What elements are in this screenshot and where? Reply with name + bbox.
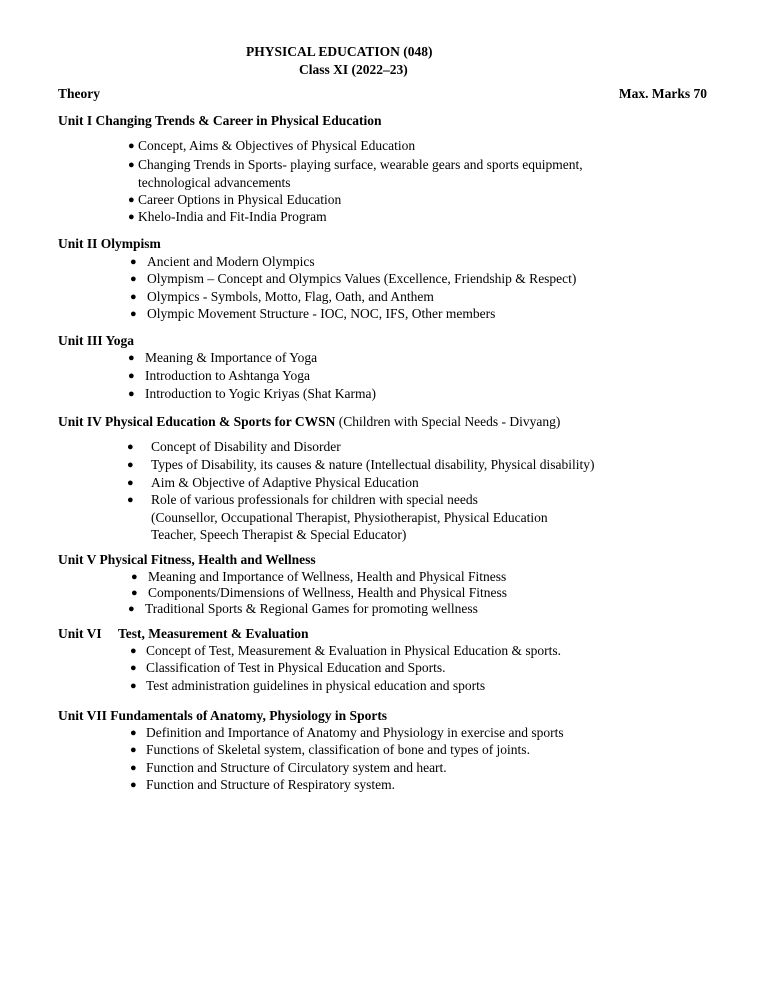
unit-heading-title: Unit IV Physical Education & Sports for CWSN <box>58 414 336 429</box>
list-item: Definition and Importance of Anatomy and Physiology in exercise and sports <box>146 725 564 740</box>
list-item: Classification of Test in Physical Education and Sports. <box>146 660 446 675</box>
bullet-icon: ● <box>130 744 137 756</box>
unit-heading-label: Unit VI <box>58 626 102 641</box>
list-item: Aim & Objective of Adaptive Physical Education <box>151 475 419 490</box>
unit-heading: Unit VII Fundamentals of Anatomy, Physiology in Sports <box>58 708 388 723</box>
unit-heading: Unit V Physical Fitness, Health and Wellness <box>58 552 316 567</box>
list-item: Olympics - Symbols, Motto, Flag, Oath, and Anthem <box>147 289 434 304</box>
list-item: Meaning & Importance of Yoga <box>145 350 318 365</box>
bullet-icon: ● <box>130 680 137 692</box>
bullet-icon: ● <box>131 587 138 599</box>
bullet-icon: ● <box>130 645 137 657</box>
document-title: PHYSICAL EDUCATION (048) <box>246 44 433 59</box>
bullet-icon: ● <box>128 159 135 171</box>
list-item: Meaning and Importance of Wellness, Health and Physical Fitness <box>148 569 507 584</box>
bullet-icon: ● <box>128 352 135 364</box>
unit-heading: Unit III Yoga <box>58 333 135 348</box>
list-item: Functions of Skeletal system, classification of bone and types of joints. <box>146 742 530 757</box>
list-item: Types of Disability, its causes & nature (Intellectual disability, Physical disability) <box>151 457 595 472</box>
list-item: Changing Trends in Sports- playing surface, wearable gears and sports equipment, <box>138 157 583 172</box>
list-item: Role of various professionals for children with special needs <box>151 492 478 507</box>
bullet-icon: ● <box>130 779 137 791</box>
max-marks: Max. Marks 70 <box>618 86 707 101</box>
list-item: Concept of Test, Measurement & Evaluation in Physical Education & sports. <box>146 643 561 658</box>
list-item: Function and Structure of Circulatory system and heart. <box>146 760 447 775</box>
bullet-icon: ● <box>131 571 138 583</box>
list-item-continuation: (Counsellor, Occupational Therapist, Physiotherapist, Physical Education <box>151 510 548 525</box>
bullet-icon: ● <box>128 140 135 152</box>
bullet-icon: ● <box>128 194 135 206</box>
bullet-icon: ● <box>130 273 137 285</box>
list-item: Function and Structure of Respiratory system. <box>146 777 395 792</box>
list-item: Olympism – Concept and Olympics Values (Excellence, Friendship & Respect) <box>147 271 577 286</box>
bullet-icon: ● <box>127 477 134 489</box>
section-label: Theory <box>58 86 100 101</box>
unit-heading-suffix: (Children with Special Needs - Divyang) <box>338 414 561 429</box>
unit-heading: Unit II Olympism <box>58 236 161 251</box>
unit-heading: Test, Measurement & Evaluation <box>118 626 309 641</box>
bullet-icon: ● <box>128 603 135 615</box>
unit-heading: Unit I Changing Trends & Career in Physical Education <box>58 113 382 128</box>
bullet-icon: ● <box>128 370 135 382</box>
list-item: Components/Dimensions of Wellness, Health and Physical Fitness <box>148 585 508 600</box>
bullet-icon: ● <box>130 762 137 774</box>
list-item: Traditional Sports & Regional Games for promoting wellness <box>145 601 478 616</box>
bullet-icon: ● <box>130 256 137 268</box>
list-item: Concept, Aims & Objectives of Physical Education <box>138 138 416 153</box>
list-item: Olympic Movement Structure - IOC, NOC, IFS, Other members <box>147 306 496 321</box>
list-item: Khelo-India and Fit-India Program <box>138 209 327 224</box>
bullet-icon: ● <box>130 727 137 739</box>
list-item: Career Options in Physical Education <box>138 192 342 207</box>
list-item: Test administration guidelines in physical education and sports <box>146 678 486 693</box>
list-item-continuation: technological advancements <box>138 175 291 190</box>
bullet-icon: ● <box>130 308 137 320</box>
list-item: Introduction to Ashtanga Yoga <box>145 368 310 383</box>
bullet-icon: ● <box>130 662 137 674</box>
bullet-icon: ● <box>127 494 134 506</box>
document-subtitle: Class XI (2022–23) <box>299 62 408 77</box>
bullet-icon: ● <box>128 211 135 223</box>
bullet-icon: ● <box>128 388 135 400</box>
list-item-continuation: Teacher, Speech Therapist & Special Educator) <box>151 527 407 542</box>
list-item: Ancient and Modern Olympics <box>147 254 315 269</box>
bullet-icon: ● <box>130 291 137 303</box>
unit-heading <box>58 414 560 430</box>
list-item: Concept of Disability and Disorder <box>151 439 341 454</box>
list-item: Introduction to Yogic Kriyas (Shat Karma) <box>145 386 376 401</box>
bullet-icon: ● <box>127 441 134 453</box>
bullet-icon: ● <box>127 459 134 471</box>
